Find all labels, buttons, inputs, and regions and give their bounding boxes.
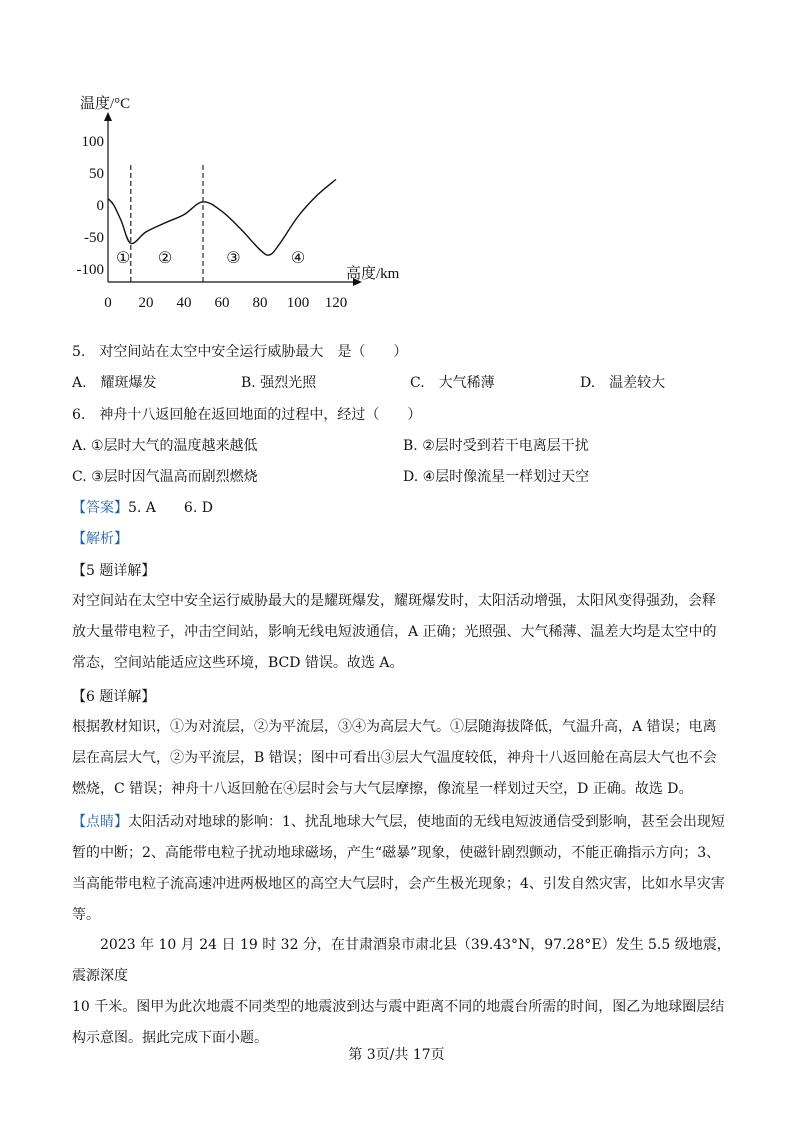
answer-tag: 【答案】 <box>72 500 128 516</box>
detail-5-tag: 【5 题详解】 <box>72 563 156 579</box>
point-line <box>72 807 744 838</box>
x-axis-label: 高度/km <box>346 266 400 282</box>
detail-5-body <box>72 586 744 679</box>
y-axis-label: 温度/°C <box>80 96 131 112</box>
temperature-curve <box>108 179 336 255</box>
y-axis-arrow <box>104 112 112 121</box>
temperature-altitude-chart <box>60 85 420 317</box>
layer-region-label: ① <box>116 250 131 267</box>
detail-6-line: 根据教材知识，①为对流层，②为平流层，③④为高层大气。①层随海拔降低，气温升高，A 错误；电离 <box>72 719 717 735</box>
question-5-option-c: C. 大气稀薄 <box>410 375 495 391</box>
y-tick-label: 50 <box>89 166 104 182</box>
point-line: 当高能带电粒子流高速冲进两极地区的高空大气层时，会产生极光现象；4、引发自然灾害，比如水旱灾害 <box>72 876 725 892</box>
question-5-option-a: A. 耀斑爆发 <box>72 375 157 391</box>
question-6-option-c: C. ③层时因气温高而剧烈燃烧 <box>72 469 258 485</box>
layer-region-label: ④ <box>290 250 306 267</box>
x-tick-label: 120 <box>324 295 348 311</box>
detail-5-line: 常态，空间站能适应这些环境，BCD 错误。故选 A。 <box>72 655 404 671</box>
y-tick-label: -100 <box>76 262 104 278</box>
question-5-option-b: B. 强烈光照 <box>241 375 317 391</box>
intro-line: 2023 年 10 月 24 日 19 时 32 分，在甘肃酒泉市肃北县（39.43°N，97.28°E）发生 5.5 级地震，震源深度 <box>72 937 731 984</box>
y-tick-label: -50 <box>84 230 104 246</box>
detail-5-line: 放大量带电粒子，冲击空间站，影响无线电短波通信，A 正确；光照强、大气稀薄、温差大均是太空中的 <box>72 624 717 640</box>
x-tick-label: 0 <box>104 295 112 311</box>
x-tick-label: 80 <box>252 295 268 311</box>
point-line: 等。 <box>72 907 100 923</box>
question-6-stem: 6. 神舟十八返回舱在返回地面的过程中，经过（ ） <box>72 407 422 423</box>
x-tick-label: 40 <box>176 295 192 311</box>
question-5-option-d: D. 温差较大 <box>580 375 666 391</box>
detail-6-tag: 【6 题详解】 <box>72 689 156 705</box>
point-line-text: 太阳活动对地球的影响：1、扰乱地球大气层，使地面的无线电短波通信受到影响，甚至会出现短 <box>128 814 725 830</box>
question-6-option-d: D. ④层时像流星一样划过天空 <box>403 469 590 485</box>
question-6-option-a: A. ①层时大气的温度越来越低 <box>72 438 258 454</box>
point-tag: 【点睛】 <box>72 814 128 830</box>
x-tick-label: 100 <box>286 295 310 311</box>
layer-region-label: ② <box>157 250 173 267</box>
question-6-option-b: B. ②层时受到若干电离层干扰 <box>403 438 589 454</box>
detail-6-line: 燃烧，C 错误；神舟十八返回舱在④层时会与大气层摩擦，像流星一样划过天空，D 正确。故选 D。 <box>72 781 693 797</box>
analysis-tag: 【解析】 <box>72 531 128 547</box>
layer-region-label: ③ <box>226 250 241 267</box>
y-tick-label: 0 <box>96 198 104 214</box>
intro-body <box>72 930 744 1054</box>
x-tick-label: 20 <box>138 295 154 311</box>
intro-line: 构示意图。据此完成下面小题。 <box>72 1030 268 1046</box>
answer-text: 5. A 6. D <box>128 500 213 516</box>
y-tick-label: 100 <box>81 134 104 150</box>
detail-5-line: 对空间站在太空中安全运行威胁最大的是耀斑爆发，耀斑爆发时，太阳活动增强，太阳风变得强劲，会释 <box>72 593 716 609</box>
point-body <box>72 807 744 931</box>
page-footer: 第 3页/共 17页 <box>348 1047 445 1063</box>
x-tick-label: 60 <box>214 295 230 311</box>
answer-line <box>72 499 213 517</box>
detail-6-line: 层在高层大气，②为平流层，B 错误；图中可看出③层大气温度较低，神舟十八返回舱在高层大气也不会 <box>72 750 717 766</box>
point-line: 暂的中断；2、高能带电粒子扰动地球磁场，产生“磁暴”现象，使磁针剧烈颤动，不能正确指示方向；3、 <box>72 845 721 861</box>
detail-6-body <box>72 712 744 805</box>
intro-line: 10 千米。图甲为此次地震不同类型的地震波到达与震中距离不同的地震台所需的时间，图乙为地球圈层结 <box>72 999 725 1015</box>
question-5-stem: 5. 对空间站在太空中安全运行威胁最大 是（ ） <box>72 344 408 360</box>
